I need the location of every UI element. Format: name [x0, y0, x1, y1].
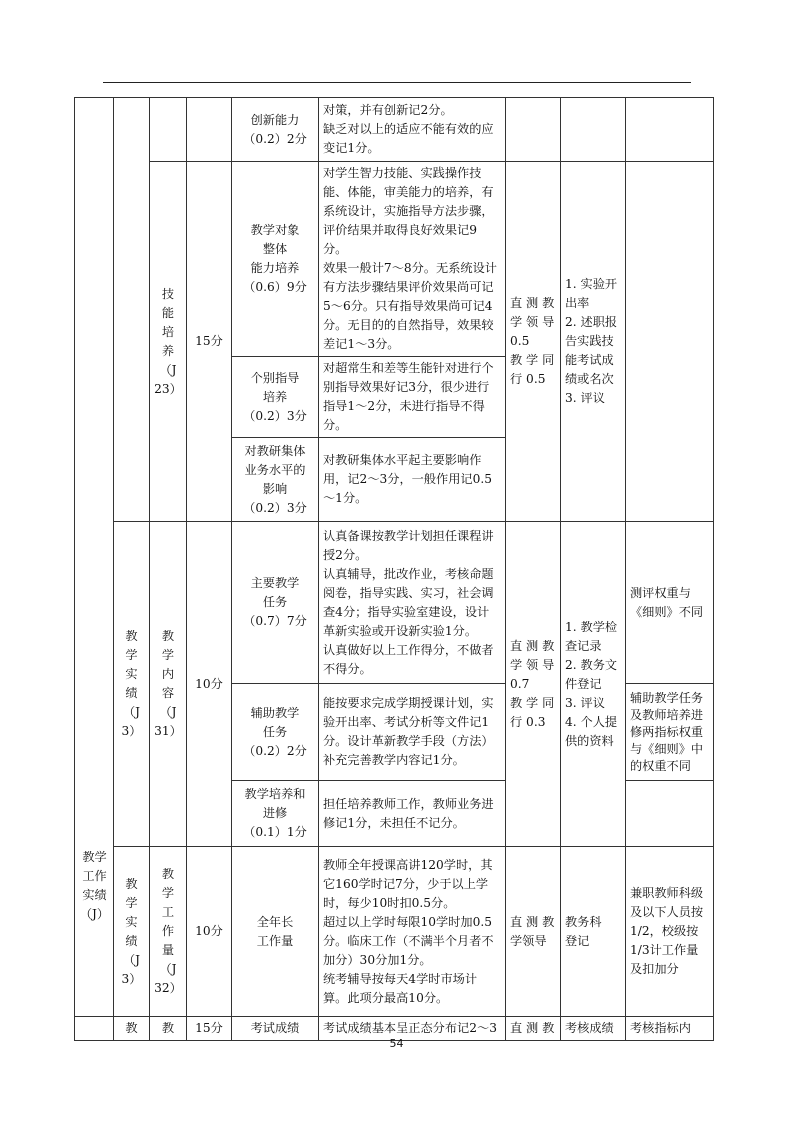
- skill-sub2-item: 个别指导 培养 （0.2）3分: [232, 357, 319, 438]
- source-cell-blank: [561, 98, 626, 162]
- exam-note: 考核指标内: [626, 1017, 714, 1041]
- table-row: [75, 522, 714, 684]
- content-j31-score: 10分: [187, 522, 232, 847]
- skill-sub3-criteria: 对教研集体水平起主要影响作用，记2～3分，一般作用记0.5～1分。: [319, 438, 506, 522]
- exam-level2: 教: [114, 1017, 150, 1041]
- content-j31-note2: 辅助教学任务及教师培养进修两指标权重与《细则》中的权重不同: [626, 684, 714, 781]
- content-sub1-item: 主要教学 任务 （0.7）7分: [232, 522, 319, 684]
- table-row: [75, 847, 714, 1017]
- content-j31-note1: 测评权重与《细则》不同: [626, 522, 714, 684]
- content-sub2-criteria: 能按要求完成学期授课计划，实验开出率、考试分析等文件记1分。设计革新教学手段（方法）补充完善教学内容记1分。: [319, 684, 506, 781]
- method-cell-blank: [506, 98, 561, 162]
- content-sub3-note-blank: [626, 781, 714, 847]
- workload-j32-source: 教务科 登记: [561, 847, 626, 1017]
- workload-j32-note: 兼职教师科级及以下人员按1/2，校级按1/3计工作量及扣加分: [626, 847, 714, 1017]
- content-j31-level2: 教 学 实 绩 （J 3）: [114, 522, 150, 847]
- workload-j32-method: 直 测 教 学领导: [506, 847, 561, 1017]
- innovation-criteria: 对策，并有创新记2分。 缺乏对以上的适应不能有效的应变记1分。: [319, 98, 506, 162]
- skill-sub2-criteria: 对超常生和差等生能针对进行个别指导效果好记3分，很少进行指导1～2分，未进行指导不得分。: [319, 357, 506, 438]
- score-cell-blank: [187, 98, 232, 162]
- content-j31-level3: 教 学 内 容 （J 31）: [150, 522, 187, 847]
- workload-j32-item: 全年长 工作量: [232, 847, 319, 1017]
- content-sub2-item: 辅助教学 任务 （0.2）2分: [232, 684, 319, 781]
- workload-j32-level1: 教学 工作 实绩 （J）: [79, 850, 110, 921]
- exam-criteria: 考试成绩基本呈正态分布记2～3: [319, 1017, 506, 1041]
- workload-j32-level2: 教 学 实 绩 （J 3）: [114, 847, 150, 1017]
- content-sub1-criteria: 认真备课按教学计划担任课程讲授2分。 认真辅导，批改作业，考核命题阅卷，指导实践、实习，社会调查4分；指导实验室建设，设计革新实验或开设新实验1分。 认真做好以上工作得分，不做者不得分。: [319, 522, 506, 684]
- skill-j23-note-blank: [626, 162, 714, 522]
- note-cell-blank: [626, 98, 714, 162]
- table-row: [75, 98, 714, 162]
- skill-j23-source: 1. 实验开出率 2. 述职报告实践技能考试成绩或名次 3. 评议: [561, 162, 626, 522]
- content-j31-source: 1. 教学检查记录 2. 教务文件登记 3. 评议 4. 个人提供的资料: [561, 522, 626, 847]
- innovation-item: 创新能力 （0.2）2分: [232, 98, 319, 162]
- evaluation-table: [74, 97, 714, 1041]
- level3-cell-blank: [150, 98, 187, 162]
- workload-j32-score: 10分: [187, 847, 232, 1017]
- skill-j23-score: 15分: [187, 162, 232, 522]
- page-number: 54: [389, 1037, 404, 1050]
- content-sub3-criteria: 担任培养教师工作，教师业务进修记1分，未担任不记分。: [319, 781, 506, 847]
- header-rule: [103, 82, 691, 83]
- skill-sub1-item: 教学对象 整体 能力培养 （0.6）9分: [232, 162, 319, 357]
- exam-source: 考核成绩: [561, 1017, 626, 1041]
- exam-item: 考试成绩: [232, 1017, 319, 1041]
- exam-method: 直 测 教: [506, 1017, 561, 1041]
- content-sub3-item: 教学培养和 进修 （0.1）1分: [232, 781, 319, 847]
- content-j31-method: 直 测 教 学 领 导 0.7 教 学 同 行 0.3: [506, 522, 561, 847]
- skill-sub1-criteria: 对学生智力技能、实践操作技能、体能，审美能力的培养，有系统设计，实施指导方法步骤，评价结果并取得良好效果记9分。 效果一般计7～8分。无系统设计有方法步骤结果评价效果尚可记5～6分。只有指导效果尚可记4分。无目的的自然指导，效果较差记1～3分。: [319, 162, 506, 357]
- skill-j23-method: 直 测 教 学 领 导 0.5 教 学 同 行 0.5: [506, 162, 561, 522]
- workload-j32-criteria: 教师全年授课高讲120学时，其它160学时记7分，少于以上学时，每少10时扣0.5分。 超过以上学时每限10学时加0.5分。临床工作（不满半个月者不加分）30分加1分。 统考辅导按每天4学时市场计算。此项分最高10分。: [319, 847, 506, 1017]
- level2-cell-blank: [114, 98, 150, 522]
- workload-j32-level3: 教 学 工 作 量 （J 32）: [150, 847, 187, 1017]
- skill-sub3-item: 对教研集体 业务水平的 影响 （0.2）3分: [232, 438, 319, 522]
- exam-level3: 教: [150, 1017, 187, 1041]
- exam-score: 15分: [187, 1017, 232, 1041]
- skill-j23-label: 技 能 培 养 （J 23）: [150, 162, 187, 522]
- table-row: [75, 162, 714, 357]
